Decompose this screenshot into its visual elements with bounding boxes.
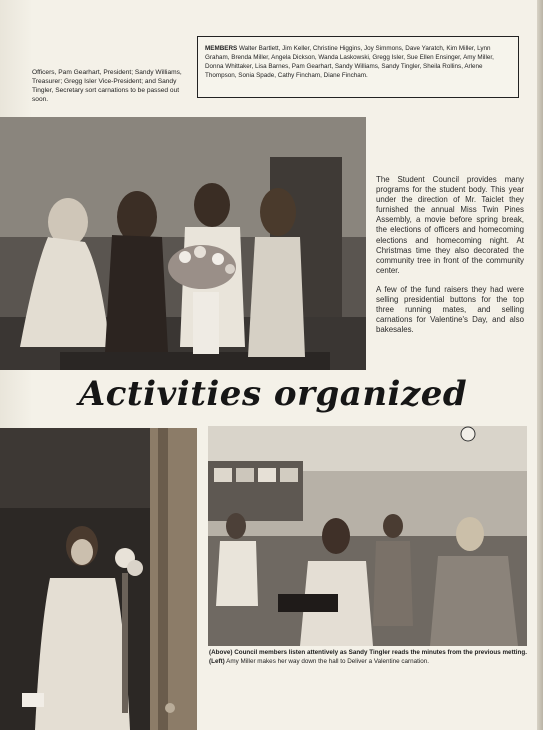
hallway-photo bbox=[0, 428, 197, 730]
meeting-caption-lead: (Above) Council members listen attentively as Sandy Tingler reads the minutes from the previous metting. (Left) bbox=[209, 649, 527, 665]
members-label: MEMBERS bbox=[205, 45, 238, 52]
officers-caption: Officers, Pam Gearhart, President; Sandy Williams, Treasurer; Gregg Isler Vice-President; and Sandy Tingler, Secretary sort carnations to be passed out soon. bbox=[32, 69, 182, 103]
article-paragraph-2: A few of the fund raisers they had were selling presidential buttons for the top three running mates, and selling carnations for Valentine's Day, and also bakesales. bbox=[376, 284, 524, 335]
meeting-caption bbox=[209, 648, 527, 666]
members-box bbox=[197, 36, 519, 98]
article-paragraph-1: The Student Council provides many programs for the student body. This year under the direction of Mr. Taiclet they furnished the annual Miss Twin Pines Assembly, a movie before spring break, the elections of officers and homecoming elections and homecoming night. At Christmas time they also decorated the community tree in front of the community center. bbox=[376, 175, 524, 275]
article-body bbox=[376, 175, 524, 344]
page-edge bbox=[537, 0, 543, 730]
members-names: Walter Bartlett, Jim Keller, Christine Higgins, Joy Simmons, Dave Yaratch, Kim Miller, Lynn Graham, Brenda Miller, Angela Dickson, Wanda Laskowski, Gregg Isler, Sue Ellen Ensinger, Amy Miller, Donna Whittaker, Lisa Barnes, Pam Gearhart, Sandy Williams, Sandy Tingler, Sheila Rollins, Arlene Thompson, Sonia Spade, Cathy Fincham, Diane Fincham. bbox=[205, 45, 494, 79]
meeting-caption-rest: Amy Miller makes her way down the hall to Deliver a Valentine carnation. bbox=[226, 658, 430, 665]
page-headline: Activities organized bbox=[78, 374, 468, 414]
officers-photo bbox=[0, 117, 366, 370]
meeting-photo bbox=[208, 426, 527, 646]
